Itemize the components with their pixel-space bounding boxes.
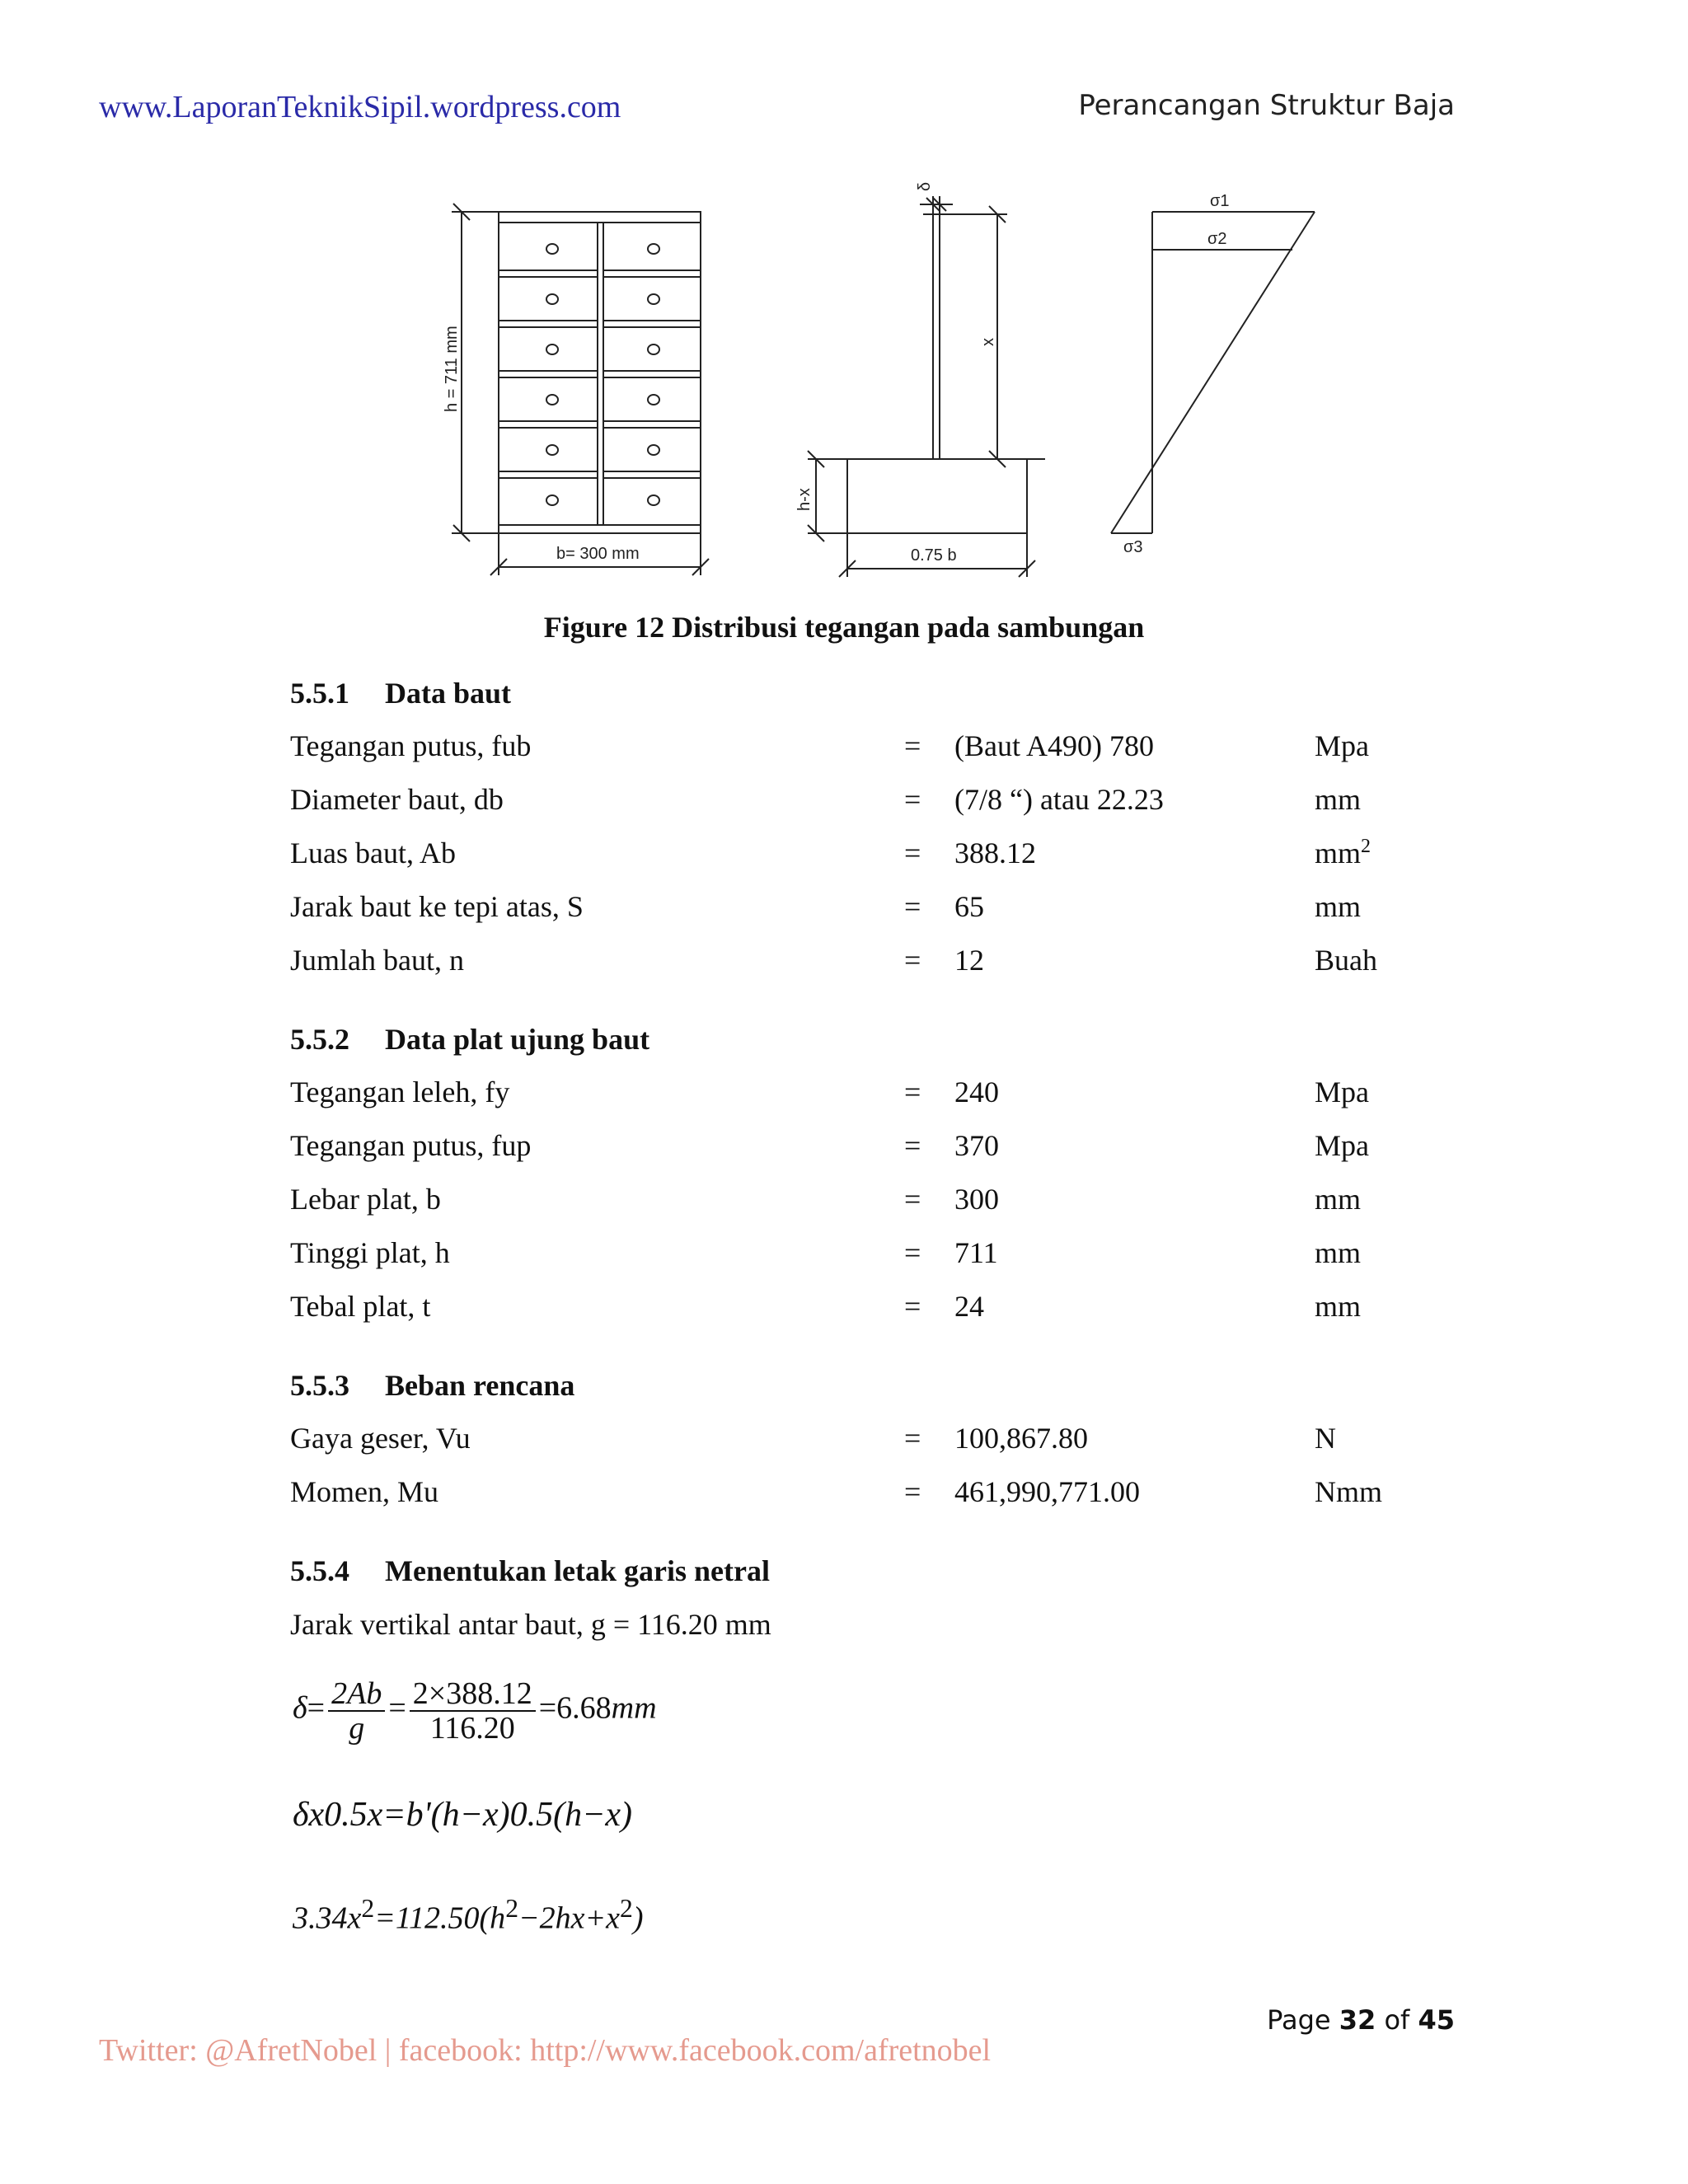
sigma3-label: σ3 <box>1123 538 1143 556</box>
section-heading-data-baut: 5.5.1 Data baut <box>290 677 512 710</box>
data-row: Diameter baut, db = (7/8 “) atau 22.23 mm <box>290 783 1362 816</box>
bolt <box>648 344 659 354</box>
footer-social-links[interactable]: Twitter: @AfretNobel | facebook: http://www.facebook.com/afretnobel <box>99 2033 992 2068</box>
stress-distribution-figure <box>429 173 1335 585</box>
bolt <box>648 244 659 254</box>
data-row: Tegangan leleh, fy = 240 Mpa <box>290 1076 1369 1108</box>
equivalent-section <box>808 196 1045 577</box>
equation-delta: δ= $\frac{2Ab}{g}$ = $\frac{2\times 388.12}{116.20}$ =6.68mm <box>293 1676 657 1746</box>
bolt-spacing-text: Jarak vertikal antar baut, g = 116.20 mm <box>290 1608 771 1641</box>
bolt <box>546 244 558 254</box>
delta-label: δ <box>916 181 934 191</box>
equation-moment-balance: δx0.5x=b'(h−x)0.5(h−x) <box>293 1796 633 1834</box>
bolt <box>546 294 558 304</box>
section-heading-garis-netral: 5.5.4 Menentukan letak garis netral <box>290 1554 770 1587</box>
data-row: Jarak baut ke tepi atas, S = 65 mm <box>290 890 1362 923</box>
bolt <box>648 294 659 304</box>
bolt <box>648 395 659 405</box>
bolt <box>546 344 558 354</box>
bolt <box>546 445 558 455</box>
base-label: 0.75 b <box>911 546 957 565</box>
data-row: Gaya geser, Vu = 100,867.80 N <box>290 1422 1336 1455</box>
height-label: h = 711 mm <box>443 326 461 412</box>
bolt <box>546 495 558 505</box>
section-heading-beban-rencana: 5.5.3 Beban rencana <box>290 1369 575 1402</box>
data-row: Lebar plat, b = 300 mm <box>290 1183 1362 1216</box>
section-heading-data-plat: 5.5.2 Data plat ujung baut <box>290 1023 650 1056</box>
page-number: Page 32 of 45 <box>1267 2004 1455 2036</box>
data-row: Tegangan putus, fub = (Baut A490) 780 Mpa <box>290 729 1369 762</box>
hx-label: h-x <box>795 488 814 511</box>
stress-diagram <box>1111 212 1315 533</box>
width-label: b= 300 mm <box>556 545 640 563</box>
data-row: Jumlah baut, n = 12 Buah <box>290 944 1377 977</box>
data-row: Momen, Mu = 461,990,771.00 Nmm <box>290 1475 1383 1508</box>
data-row: Tegangan putus, fup = 370 Mpa <box>290 1129 1369 1162</box>
sigma1-label: σ1 <box>1210 192 1230 210</box>
data-row: Tinggi plat, h = 711 mm <box>290 1236 1362 1269</box>
header-document-title: Perancangan Struktur Baja <box>1078 89 1455 122</box>
data-row: Luas baut, Ab = 388.12 $mm^2$ <box>290 836 1372 869</box>
compression-block <box>847 459 1027 533</box>
bolt <box>546 395 558 405</box>
data-row: Tebal plat, t = 24 mm <box>290 1290 1362 1323</box>
bolt-row-separators <box>499 270 701 478</box>
equation-quadratic: $3.34x^2=112.50(h^2-2hx+x^2)$ <box>293 1894 644 1936</box>
figure-caption: Figure 12 Distribusi tegangan pada sambungan <box>543 611 1145 644</box>
x-label: x <box>979 338 997 346</box>
bolt <box>648 445 659 455</box>
header-site-url[interactable]: www.LaporanTeknikSipil.wordpress.com <box>99 90 621 124</box>
end-plate <box>499 212 701 533</box>
sigma2-label: σ2 <box>1207 230 1227 248</box>
bolt <box>648 495 659 505</box>
